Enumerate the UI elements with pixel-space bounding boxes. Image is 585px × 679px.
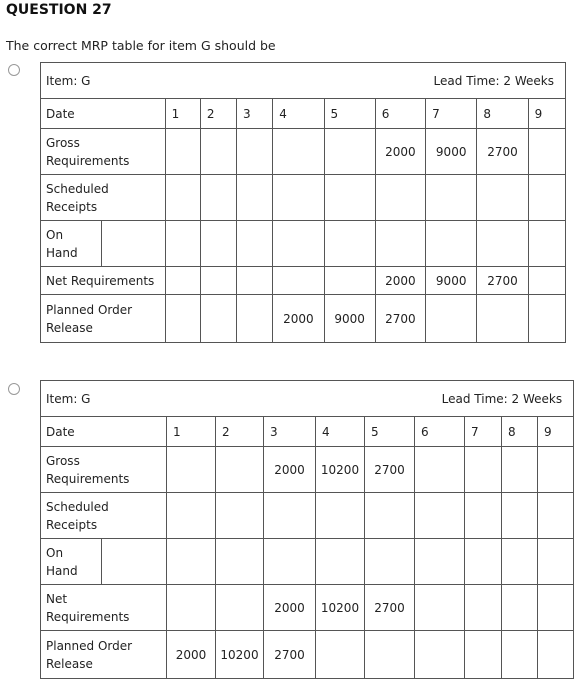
net-cell	[200, 267, 236, 295]
net-cell	[465, 585, 502, 631]
por-cell: 2000	[273, 295, 324, 343]
onhand-cell	[216, 539, 264, 585]
row-label-line: Requirements	[46, 471, 130, 486]
por-cell	[528, 295, 565, 343]
gross-cell	[273, 129, 324, 175]
row-label-line: Receipts	[46, 517, 98, 532]
por-label	[41, 631, 167, 679]
net-cell	[216, 585, 264, 631]
net-cell	[415, 585, 465, 631]
item-label: Item: G	[46, 391, 91, 406]
row-label-line: Net Requirements	[46, 273, 155, 288]
lead-time-label: Lead Time: 2 Weeks	[441, 391, 563, 406]
net-cell: 2000	[375, 267, 425, 295]
por-row	[41, 295, 566, 343]
date-label: Date	[41, 99, 166, 129]
onhand-cell	[375, 221, 425, 267]
onhand-label	[41, 539, 102, 585]
row-label-line: Hand	[46, 245, 78, 260]
scheduled-cell	[273, 175, 324, 221]
option-2-radio[interactable]	[8, 383, 20, 395]
por-row	[41, 631, 574, 679]
gross-cell: 2700	[477, 129, 528, 175]
gross-cell: 2000	[375, 129, 425, 175]
gross-cell	[528, 129, 565, 175]
gross-row	[41, 129, 566, 175]
net-cell	[273, 267, 324, 295]
scheduled-cell	[538, 493, 574, 539]
net-cell: 10200	[316, 585, 365, 631]
date-cell: 2	[200, 99, 236, 129]
onhand-label	[41, 221, 102, 267]
scheduled-cell	[365, 493, 415, 539]
por-cell: 2700	[264, 631, 316, 679]
row-label-line: Release	[46, 320, 93, 335]
gross-cell	[167, 447, 216, 493]
por-cell: 2700	[375, 295, 425, 343]
row-label-line: Scheduled	[46, 499, 109, 514]
onhand-cell	[237, 221, 273, 267]
scheduled-label	[41, 493, 167, 539]
date-label: Date	[41, 417, 167, 447]
row-label-line: Requirements	[46, 609, 130, 624]
scheduled-row	[41, 493, 574, 539]
onhand-cell	[273, 221, 324, 267]
net-cell: 2700	[365, 585, 415, 631]
onhand-row	[41, 221, 566, 267]
por-cell: 9000	[324, 295, 375, 343]
onhand-cell	[426, 221, 477, 267]
row-label-line: Net	[46, 591, 68, 606]
gross-cell: 9000	[426, 129, 477, 175]
net-cell	[324, 267, 375, 295]
onhand-blank-cell	[102, 539, 167, 585]
scheduled-cell	[167, 493, 216, 539]
question-text: The correct MRP table for item G should be	[6, 38, 276, 53]
onhand-cell	[365, 539, 415, 585]
onhand-cell	[165, 221, 200, 267]
gross-cell: 2700	[365, 447, 415, 493]
net-cell: 9000	[426, 267, 477, 295]
net-row	[41, 585, 574, 631]
por-cell	[502, 631, 538, 679]
scheduled-cell	[165, 175, 200, 221]
onhand-cell	[167, 539, 216, 585]
gross-cell	[200, 129, 236, 175]
date-cell: 4	[316, 417, 365, 447]
por-cell: 10200	[216, 631, 264, 679]
scheduled-label	[41, 175, 166, 221]
por-cell	[538, 631, 574, 679]
gross-label	[41, 129, 166, 175]
onhand-cell	[264, 539, 316, 585]
scheduled-cell	[316, 493, 365, 539]
scheduled-cell	[415, 493, 465, 539]
por-cell	[415, 631, 465, 679]
date-row	[41, 417, 574, 447]
por-label	[41, 295, 166, 343]
net-cell	[165, 267, 200, 295]
net-label	[41, 585, 167, 631]
date-cell: 9	[528, 99, 565, 129]
option-1-radio[interactable]	[8, 64, 20, 76]
row-label-line: Scheduled	[46, 181, 109, 196]
gross-cell: 10200	[316, 447, 365, 493]
row-label-line: Release	[46, 656, 93, 671]
scheduled-cell	[426, 175, 477, 221]
table-header	[41, 63, 566, 99]
date-cell: 1	[167, 417, 216, 447]
onhand-cell	[528, 221, 565, 267]
date-cell: 7	[465, 417, 502, 447]
date-cell: 3	[264, 417, 316, 447]
onhand-cell	[502, 539, 538, 585]
gross-cell: 2000	[264, 447, 316, 493]
scheduled-cell	[528, 175, 565, 221]
por-cell	[316, 631, 365, 679]
date-cell: 9	[538, 417, 574, 447]
date-cell: 5	[365, 417, 415, 447]
onhand-row	[41, 539, 574, 585]
net-cell	[502, 585, 538, 631]
por-cell	[237, 295, 273, 343]
gross-row	[41, 447, 574, 493]
date-cell: 3	[237, 99, 273, 129]
por-cell	[465, 631, 502, 679]
lead-time-label: Lead Time: 2 Weeks	[433, 73, 554, 88]
por-cell	[165, 295, 200, 343]
scheduled-cell	[477, 175, 528, 221]
por-cell	[426, 295, 477, 343]
onhand-cell	[200, 221, 236, 267]
mrp-table-option-1	[40, 62, 566, 343]
date-cell: 6	[415, 417, 465, 447]
gross-cell	[165, 129, 200, 175]
date-cell: 8	[502, 417, 538, 447]
scheduled-cell	[465, 493, 502, 539]
net-cell: 2000	[264, 585, 316, 631]
row-label-line: Requirements	[46, 153, 130, 168]
onhand-cell	[415, 539, 465, 585]
date-row	[41, 99, 566, 129]
date-cell: 8	[477, 99, 528, 129]
mrp-table-option-2	[40, 380, 574, 679]
gross-cell	[502, 447, 538, 493]
net-cell	[538, 585, 574, 631]
onhand-cell	[538, 539, 574, 585]
gross-label	[41, 447, 167, 493]
scheduled-cell	[324, 175, 375, 221]
row-label-line: Receipts	[46, 199, 98, 214]
gross-cell	[216, 447, 264, 493]
scheduled-cell	[502, 493, 538, 539]
net-cell: 2700	[477, 267, 528, 295]
row-label-line: Gross	[46, 135, 80, 150]
gross-cell	[538, 447, 574, 493]
row-label-line: On	[46, 545, 64, 560]
onhand-cell	[477, 221, 528, 267]
onhand-cell	[316, 539, 365, 585]
table-header	[41, 381, 574, 417]
net-cell	[237, 267, 273, 295]
gross-cell	[465, 447, 502, 493]
question-title: QUESTION 27	[6, 2, 112, 18]
onhand-blank-cell	[102, 221, 165, 267]
date-cell: 7	[426, 99, 477, 129]
onhand-cell	[324, 221, 375, 267]
gross-cell	[237, 129, 273, 175]
por-cell	[477, 295, 528, 343]
item-label: Item: G	[46, 73, 91, 88]
onhand-cell	[465, 539, 502, 585]
scheduled-cell	[216, 493, 264, 539]
por-cell	[365, 631, 415, 679]
date-cell: 4	[273, 99, 324, 129]
gross-cell	[415, 447, 465, 493]
scheduled-row	[41, 175, 566, 221]
scheduled-cell	[375, 175, 425, 221]
gross-cell	[324, 129, 375, 175]
row-label-line: Hand	[46, 563, 78, 578]
net-cell	[167, 585, 216, 631]
scheduled-cell	[264, 493, 316, 539]
date-cell: 1	[165, 99, 200, 129]
net-row	[41, 267, 566, 295]
por-cell: 2000	[167, 631, 216, 679]
row-label-line: On	[46, 227, 64, 242]
date-cell: 2	[216, 417, 264, 447]
por-cell	[200, 295, 236, 343]
row-label-line: Planned Order	[46, 302, 133, 317]
scheduled-cell	[200, 175, 236, 221]
net-cell	[528, 267, 565, 295]
row-label-line: Gross	[46, 453, 80, 468]
scheduled-cell	[237, 175, 273, 221]
date-cell: 5	[324, 99, 375, 129]
net-label	[41, 267, 166, 295]
date-cell: 6	[375, 99, 425, 129]
row-label-line: Planned Order	[46, 638, 133, 653]
